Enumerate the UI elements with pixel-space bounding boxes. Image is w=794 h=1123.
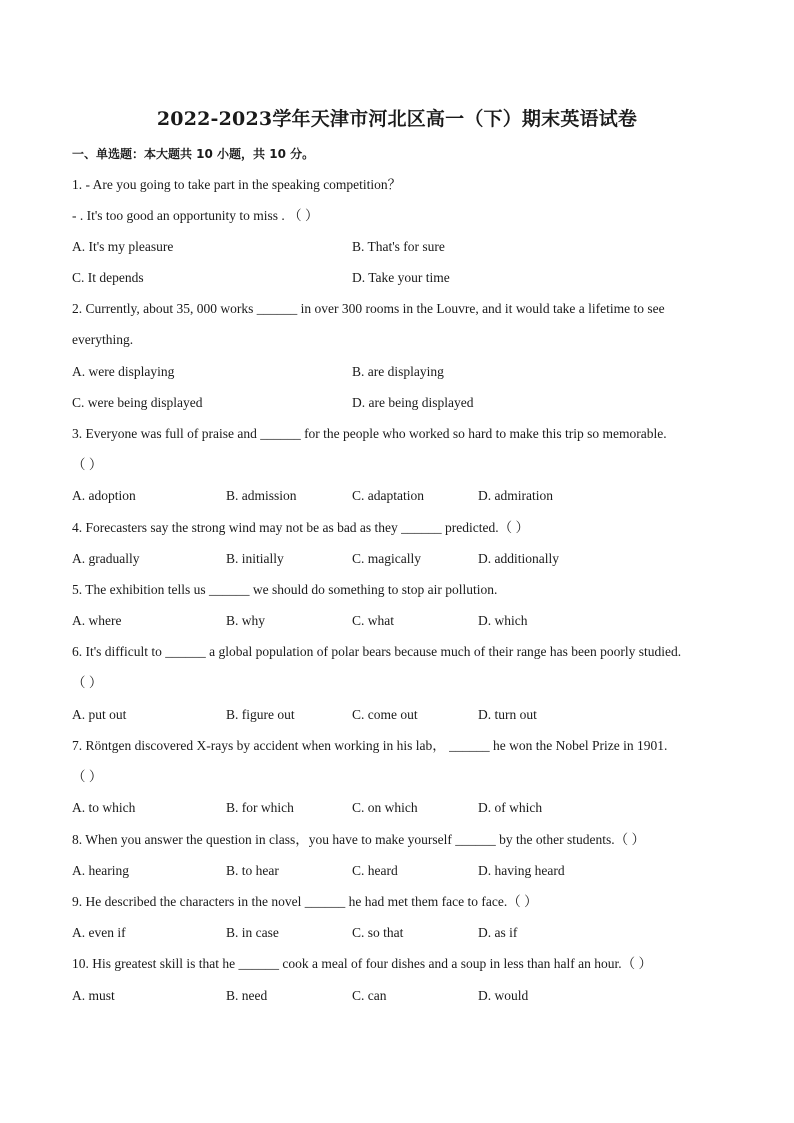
question-10-option-b: B. need xyxy=(226,988,268,1003)
question-3-option-d: D. admiration xyxy=(478,488,553,503)
question-3-option-b: B. admission xyxy=(226,488,297,503)
question-10-option-d: D. would xyxy=(478,988,529,1003)
question-5-stem: 5. The exhibition tells us ______ we should do something to stop air pollution. xyxy=(72,582,498,597)
question-3-stem: 3. Everyone was full of praise and ______ for the people who worked so hard to make this trip so memorable. xyxy=(72,426,667,441)
question-8-option-d: D. having heard xyxy=(478,863,565,878)
question-8-option-a: A. hearing xyxy=(72,863,129,878)
question-2-option-b: B. are displaying xyxy=(352,364,444,379)
question-10-option-c: C. can xyxy=(352,988,387,1003)
section-heading: 一、单选题：本大题共 10 小题，共 10 分。 xyxy=(72,147,315,161)
question-1-option-d: D. Take your time xyxy=(352,270,450,285)
question-6-option-c: C. come out xyxy=(352,707,418,722)
question-2-stem: 2. Currently, about 35, 000 works ______ in over 300 rooms in the Louvre, and it would take a lifetime to see xyxy=(72,301,665,316)
question-8-option-c: C. heard xyxy=(352,863,398,878)
question-7-option-c: C. on which xyxy=(352,800,418,815)
question-2-stem-continued: everything. xyxy=(72,332,134,347)
question-2-option-a: A. were displaying xyxy=(72,364,175,379)
question-7-stem: 7. Röntgen discovered X-rays by accident when working in his lab， ______ he won the Nobel Prize in 1901. xyxy=(72,738,668,753)
question-6-answer-bracket: （ ） xyxy=(72,675,103,690)
question-4-stem: 4. Forecasters say the strong wind may not be as bad as they ______ predicted.（ ） xyxy=(72,520,530,535)
question-6-option-d: D. turn out xyxy=(478,707,537,722)
question-3-option-a: A. adoption xyxy=(72,488,136,503)
exam-title: 2022-2023学年天津市河北区高一（下）期末英语试卷 xyxy=(156,108,638,130)
question-1-stem-continued: - . It's too good an opportunity to miss . （ ） xyxy=(72,208,319,223)
question-9-option-c: C. so that xyxy=(352,925,404,940)
question-7-option-d: D. of which xyxy=(478,800,543,815)
question-7-option-b: B. for which xyxy=(226,800,294,815)
question-9-option-b: B. in case xyxy=(226,925,279,940)
question-2-option-d: D. are being displayed xyxy=(352,395,474,410)
question-9-stem: 9. He described the characters in the novel ______ he had met them face to face.（ ） xyxy=(72,894,538,909)
question-2-option-c: C. were being displayed xyxy=(72,395,203,410)
question-4-option-a: A. gradually xyxy=(72,551,140,566)
question-5-option-b: B. why xyxy=(226,613,266,628)
question-10-stem: 10. His greatest skill is that he ______ cook a meal of four dishes and a soup in less than half an hour.（ ） xyxy=(72,956,653,971)
question-3-answer-bracket: （ ） xyxy=(72,457,103,472)
question-4-option-c: C. magically xyxy=(352,551,421,566)
question-4-option-b: B. initially xyxy=(226,551,284,566)
question-5-option-a: A. where xyxy=(72,613,122,628)
question-9-option-d: D. as if xyxy=(478,925,518,940)
question-7-option-a: A. to which xyxy=(72,800,136,815)
question-6-option-b: B. figure out xyxy=(226,707,295,722)
question-1-option-b: B. That's for sure xyxy=(352,239,445,254)
question-4-option-d: D. additionally xyxy=(478,551,559,566)
question-5-option-d: D. which xyxy=(478,613,528,628)
question-8-stem: 8. When you answer the question in class，you have to make yourself ______ by the other students.（ ） xyxy=(72,832,646,847)
question-9-option-a: A. even if xyxy=(72,925,126,940)
question-3-option-c: C. adaptation xyxy=(352,488,424,503)
question-1-option-a: A. It's my pleasure xyxy=(72,239,174,254)
question-10-option-a: A. must xyxy=(72,988,115,1003)
question-7-answer-bracket: （ ） xyxy=(72,769,103,784)
question-1-stem: 1. - Are you going to take part in the speaking competition？ xyxy=(72,177,402,192)
question-6-stem: 6. It's difficult to ______ a global population of polar bears because much of their range has been poorly studied. xyxy=(72,644,682,659)
question-8-option-b: B. to hear xyxy=(226,863,279,878)
question-5-option-c: C. what xyxy=(352,613,394,628)
question-6-option-a: A. put out xyxy=(72,707,127,722)
question-1-option-c: C. It depends xyxy=(72,270,144,285)
